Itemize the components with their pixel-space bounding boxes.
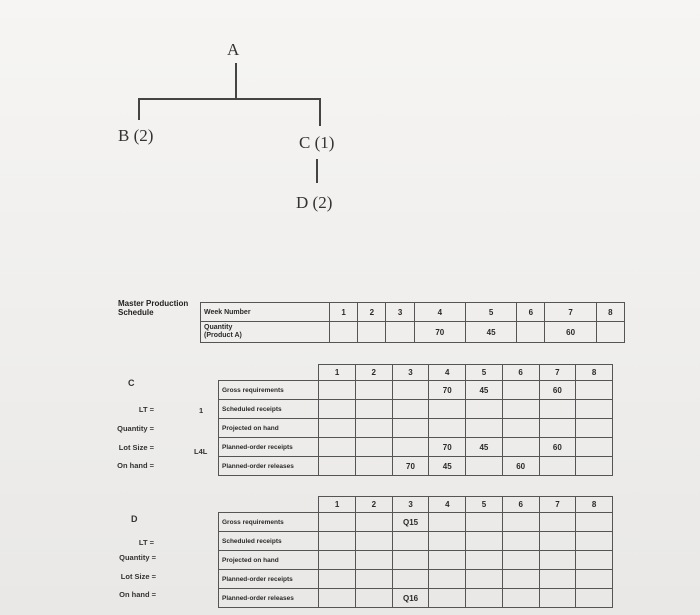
item-c-cell[interactable] [466, 457, 503, 476]
item-c-cell[interactable] [392, 400, 429, 419]
item-d-cell[interactable] [466, 532, 503, 551]
item-c-lt-value[interactable]: 1 [199, 406, 204, 415]
item-c-lot-size-value[interactable]: L4L [194, 447, 208, 456]
mps-qty-cell[interactable] [517, 322, 545, 343]
item-d-letter: D [131, 514, 138, 524]
mps-title [118, 299, 188, 317]
item-d-cell[interactable] [392, 570, 429, 589]
item-c-cell[interactable] [319, 419, 356, 438]
item-d-cell[interactable] [576, 532, 613, 551]
item-d-cell[interactable] [502, 551, 539, 570]
item-d-cell[interactable] [429, 513, 466, 532]
item-d-row-label: Planned-order receipts [219, 570, 319, 589]
item-c-row [219, 419, 613, 438]
item-c-cell[interactable] [355, 457, 392, 476]
item-c-week-cell: 3 [392, 365, 429, 381]
item-c-cell[interactable] [502, 438, 539, 457]
item-d-row [219, 551, 613, 570]
item-d-table [218, 496, 613, 608]
item-d-cell[interactable] [539, 589, 576, 608]
item-c-week-cell: 5 [466, 365, 503, 381]
mps-week-cell: 3 [386, 303, 414, 322]
item-d-cell[interactable] [319, 513, 356, 532]
item-c-cell[interactable] [319, 381, 356, 400]
item-d-week-cell: 4 [429, 497, 466, 513]
item-d-cell[interactable] [355, 570, 392, 589]
mps-week-cell: 4 [414, 303, 465, 322]
item-c-cell[interactable]: 45 [466, 381, 503, 400]
item-c-cell[interactable]: 70 [429, 438, 466, 457]
mps-qty-cell[interactable]: 45 [465, 322, 516, 343]
item-c-cell[interactable] [319, 400, 356, 419]
item-c-row [219, 381, 613, 400]
item-c-cell[interactable]: 70 [429, 381, 466, 400]
item-d-week-cell: 5 [466, 497, 503, 513]
item-c-cell[interactable] [392, 419, 429, 438]
item-d-cell[interactable] [319, 551, 356, 570]
mps-qty-cell[interactable] [358, 322, 386, 343]
item-c-cell[interactable] [502, 400, 539, 419]
item-d-lt-label: LT = [138, 538, 154, 547]
mps-quantity-label-line2: (Product A) [204, 332, 242, 339]
item-c-corner [219, 365, 319, 381]
item-c-cell[interactable]: 60 [539, 381, 576, 400]
item-c-row [219, 438, 613, 457]
item-c-week-cell: 8 [576, 365, 613, 381]
mps-week-cell: 8 [596, 303, 624, 322]
item-d-row [219, 513, 613, 532]
item-c-cell[interactable] [466, 419, 503, 438]
item-d-row-label: Projected on hand [219, 551, 319, 570]
item-d-cell[interactable] [355, 589, 392, 608]
item-c-row [219, 457, 613, 476]
item-c-cell[interactable]: 45 [429, 457, 466, 476]
item-c-cell[interactable] [576, 419, 613, 438]
tree-node-b: B (2) [118, 126, 154, 145]
item-d-week-row [219, 497, 613, 513]
item-c-cell[interactable] [319, 438, 356, 457]
item-c-cell[interactable] [576, 438, 613, 457]
item-c-cell[interactable]: 60 [502, 457, 539, 476]
mps-qty-cell[interactable] [596, 322, 624, 343]
tree-line-d-down [316, 159, 318, 183]
item-c-cell[interactable] [429, 419, 466, 438]
item-d-row [219, 570, 613, 589]
item-c-cell[interactable] [576, 457, 613, 476]
item-c-cell[interactable] [539, 457, 576, 476]
mps-week-row [201, 303, 625, 322]
tree-node-c: C (1) [299, 133, 335, 152]
mps-week-cell: 6 [517, 303, 545, 322]
tree-line-b-down [138, 98, 140, 120]
item-d-cell[interactable]: Q15 [392, 513, 429, 532]
tree-node-d: D (2) [296, 193, 333, 212]
item-d-cell[interactable] [466, 551, 503, 570]
mps-qty-cell[interactable] [386, 322, 414, 343]
item-c-cell[interactable] [576, 400, 613, 419]
item-d-cell[interactable] [539, 551, 576, 570]
item-d-cell[interactable] [392, 532, 429, 551]
item-d-cell[interactable] [539, 532, 576, 551]
mps-week-cell: 7 [545, 303, 596, 322]
item-c-lot-size-label: Lot Size = [118, 443, 154, 452]
item-d-cell[interactable] [502, 513, 539, 532]
item-d-cell[interactable]: Q16 [392, 589, 429, 608]
mps-week-cell: 2 [358, 303, 386, 322]
item-c-lt-label: LT = [138, 405, 154, 414]
item-d-cell[interactable] [319, 532, 356, 551]
item-d-row [219, 532, 613, 551]
item-d-cell[interactable] [429, 532, 466, 551]
item-c-cell[interactable] [429, 400, 466, 419]
item-d-quantity-label: Quantity = [119, 553, 156, 562]
item-c-cell[interactable] [355, 438, 392, 457]
item-d-week-cell: 3 [392, 497, 429, 513]
item-d-cell[interactable] [319, 570, 356, 589]
item-c-cell[interactable] [576, 381, 613, 400]
mps-qty-cell[interactable] [330, 322, 358, 343]
item-d-week-cell: 7 [539, 497, 576, 513]
item-d-cell[interactable] [355, 513, 392, 532]
mps-title-line1: Master Production [118, 299, 189, 308]
item-c-cell[interactable] [392, 381, 429, 400]
item-c-week-cell: 7 [539, 365, 576, 381]
mps-week-cell: 1 [330, 303, 358, 322]
item-c-week-cell: 2 [355, 365, 392, 381]
item-d-cell[interactable] [539, 513, 576, 532]
item-d-cell[interactable] [502, 589, 539, 608]
mps-quantity-label [201, 322, 330, 343]
mps-quantity-label-line1: Quantity [204, 324, 233, 331]
item-d-cell[interactable] [576, 570, 613, 589]
item-d-lot-size-label: Lot Size = [120, 572, 156, 581]
item-c-cell[interactable] [502, 419, 539, 438]
item-d-cell[interactable] [319, 589, 356, 608]
item-c-row-label: Planned-order releases [219, 457, 319, 476]
item-d-cell[interactable] [539, 570, 576, 589]
item-c-week-cell: 1 [319, 365, 356, 381]
item-d-week-cell: 6 [502, 497, 539, 513]
item-d-row-label: Scheduled receipts [219, 532, 319, 551]
item-c-row-label: Gross requirements [219, 381, 319, 400]
item-c-cell[interactable]: 45 [466, 438, 503, 457]
item-d-cell[interactable] [502, 570, 539, 589]
tree-line-horizontal [138, 98, 320, 100]
item-d-row-label: Planned-order releases [219, 589, 319, 608]
item-d-cell[interactable] [429, 589, 466, 608]
item-d-week-cell: 1 [319, 497, 356, 513]
item-c-cell[interactable] [319, 457, 356, 476]
mps-week-label: Week Number [201, 303, 330, 322]
item-d-cell[interactable] [466, 589, 503, 608]
mps-qty-cell[interactable]: 70 [414, 322, 465, 343]
item-d-row-label: Gross requirements [219, 513, 319, 532]
item-d-week-cell: 2 [355, 497, 392, 513]
item-d-row [219, 589, 613, 608]
tree-node-a: A [227, 40, 240, 59]
item-c-cell[interactable] [392, 438, 429, 457]
item-d-cell[interactable] [429, 551, 466, 570]
tree-line-a-down [235, 63, 237, 99]
item-c-row [219, 400, 613, 419]
item-c-row-label: Projected on hand [219, 419, 319, 438]
item-c-cell[interactable] [355, 381, 392, 400]
mps-quantity-row [201, 322, 625, 343]
item-d-on-hand-label: On hand = [119, 590, 156, 599]
item-d-cell[interactable] [576, 551, 613, 570]
item-d-corner [219, 497, 319, 513]
item-c-row-label: Scheduled receipts [219, 400, 319, 419]
item-d-cell[interactable] [502, 532, 539, 551]
item-c-cell[interactable] [502, 381, 539, 400]
item-c-cell[interactable] [466, 400, 503, 419]
item-c-week-cell: 4 [429, 365, 466, 381]
item-d-cell[interactable] [429, 570, 466, 589]
item-c-row-label: Planned-order receipts [219, 438, 319, 457]
item-c-cell[interactable]: 60 [539, 438, 576, 457]
item-d-cell[interactable] [576, 589, 613, 608]
item-c-week-cell: 6 [502, 365, 539, 381]
tree-line-c-down [319, 98, 321, 126]
mps-qty-cell[interactable]: 60 [545, 322, 596, 343]
mps-week-cell: 5 [465, 303, 516, 322]
item-c-letter: C [128, 378, 135, 388]
item-c-cell[interactable]: 70 [392, 457, 429, 476]
item-c-cell[interactable] [355, 419, 392, 438]
item-d-cell[interactable] [355, 532, 392, 551]
mps-title-line2: Schedule [118, 308, 154, 317]
item-d-cell[interactable] [355, 551, 392, 570]
item-c-cell[interactable] [539, 400, 576, 419]
item-d-week-cell: 8 [576, 497, 613, 513]
item-d-cell[interactable] [466, 570, 503, 589]
item-d-cell[interactable] [466, 513, 503, 532]
item-c-week-row [219, 365, 613, 381]
item-d-cell[interactable] [392, 551, 429, 570]
item-c-cell[interactable] [539, 419, 576, 438]
item-c-on-hand-label: On hand = [117, 461, 154, 470]
mps-table [200, 302, 625, 343]
item-c-cell[interactable] [355, 400, 392, 419]
item-d-cell[interactable] [576, 513, 613, 532]
item-c-quantity-label: Quantity = [117, 424, 154, 433]
item-c-table [218, 364, 613, 476]
